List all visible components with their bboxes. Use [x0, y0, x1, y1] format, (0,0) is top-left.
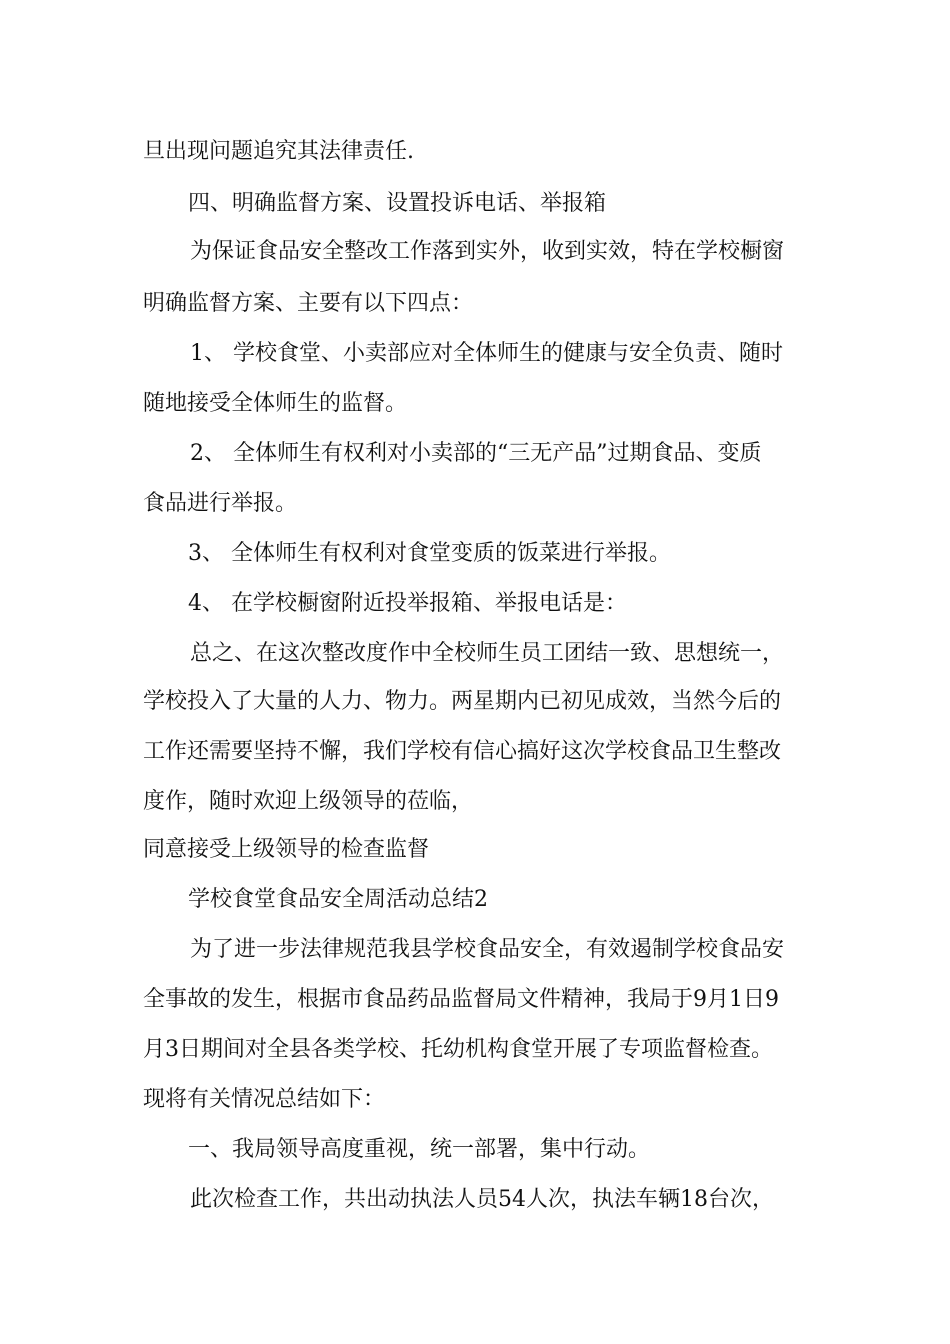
list-item: 4、 在学校橱窗附近投举报箱、举报电话是： — [188, 591, 627, 616]
paragraph-line: 月3日期间对全县各类学校、托幼机构食堂开展了专项监督检查。 — [143, 1037, 773, 1062]
paragraph-line: 总之、在这次整改度作中全校师生员工团结一致、思想统一， — [190, 641, 785, 666]
section-heading: 一、我局领导高度重视，统一部署，集中行动。 — [188, 1137, 651, 1162]
paragraph-line: 度作，随时欢迎上级领导的莅临， — [143, 789, 474, 814]
list-item: 1、 学校食堂、小卖部应对全体师生的健康与安全负责、随时 — [190, 341, 783, 366]
paragraph-line: 工作还需要坚持不懈，我们学校有信心搞好这次学校食品卫生整改 — [143, 739, 782, 764]
section-heading: 四、明确监督方案、设置投诉电话、举报箱 — [188, 191, 607, 216]
list-item: 2、 全体师生有权利对小卖部的“三无产品”过期食品、变质 — [190, 441, 762, 466]
paragraph-line: 为了进一步法律规范我县学校食品安全，有效遏制学校食品安 — [190, 937, 785, 962]
list-item-continuation: 随地接受全体师生的监督。 — [143, 391, 408, 416]
paragraph-line: 明确监督方案、主要有以下四点： — [143, 291, 474, 316]
paragraph-line: 学校投入了大量的人力、物力。两星期内已初见成效，当然今后的 — [143, 689, 782, 714]
paragraph-line: 全事故的发生，根据市食品药品监督局文件精神，我局于9月1日9 — [143, 987, 779, 1012]
text-line: 旦出现问题追究其法律责任. — [143, 139, 414, 164]
paragraph-line: 现将有关情况总结如下： — [143, 1087, 386, 1112]
paragraph-line: 同意接受上级领导的检查监督 — [143, 837, 430, 862]
paragraph-line: 为保证食品安全整改工作落到实外，收到实效，特在学校橱窗 — [190, 239, 785, 264]
list-item-continuation: 食品进行举报。 — [143, 491, 298, 516]
list-item: 3、 全体师生有权利对食堂变质的饭菜进行举报。 — [188, 541, 671, 566]
paragraph-line: 此次检查工作，共出动执法人员54人次，执法车辆18台次， — [190, 1187, 774, 1212]
document-title: 学校食堂食品安全周活动总结2 — [188, 887, 488, 912]
